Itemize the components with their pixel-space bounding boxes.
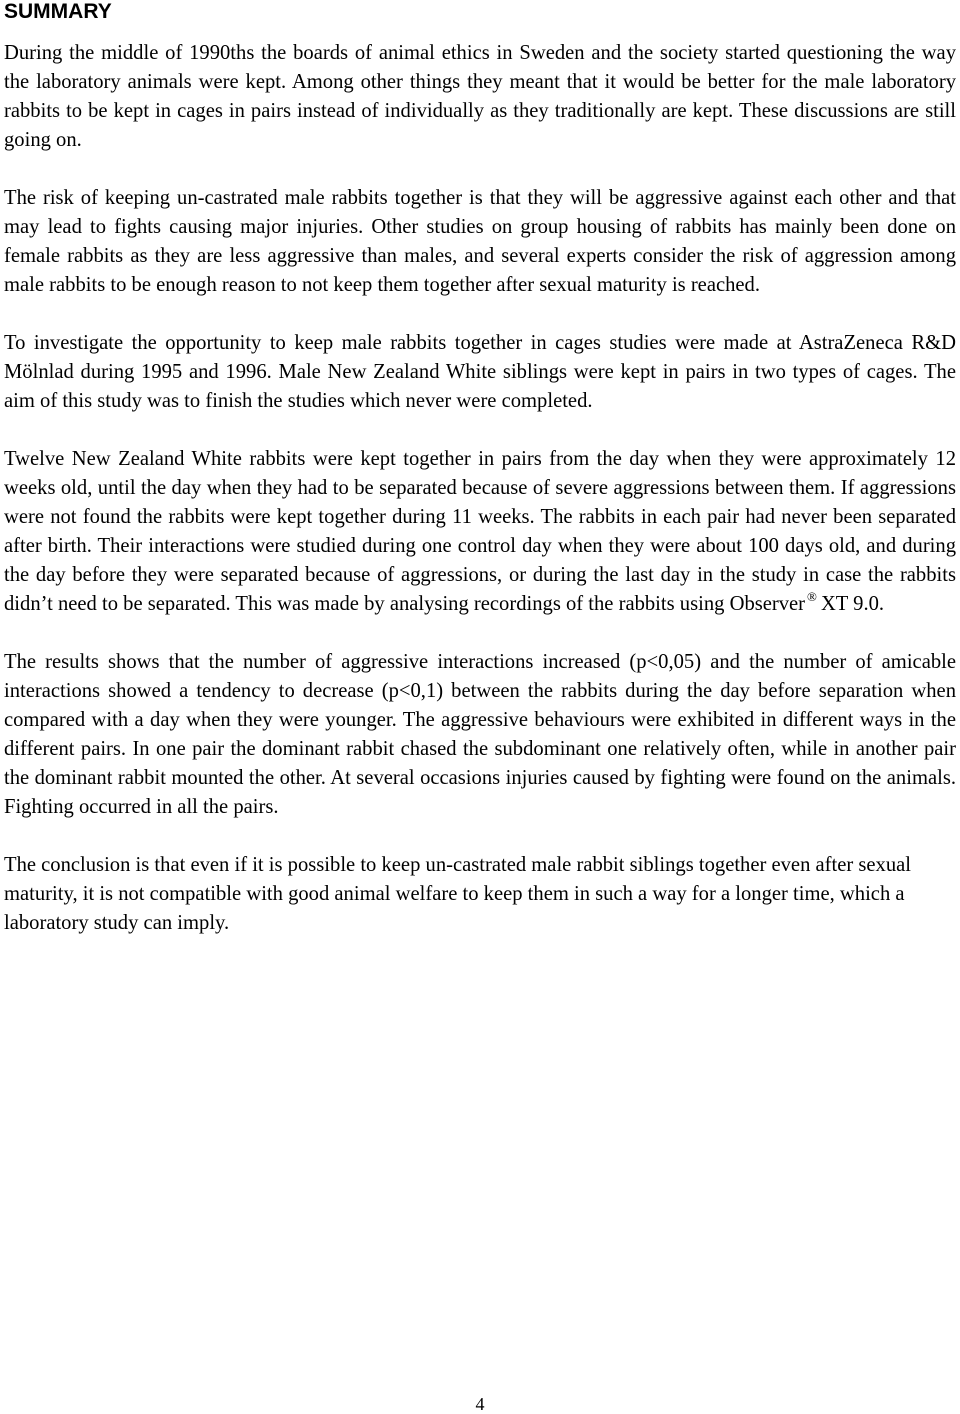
paragraph-2: The risk of keeping un-castrated male rabbits together is that they will be aggressive against each other and that may lead to fights causing major injuries. Other studies on group housing of rabbits has mainly been done on female rabbits as they are less aggressive than males, and several experts consider the risk of aggression among male rabbits to be enough reason to not keep them together after sexual maturity is reached. [4, 187, 956, 296]
page-number: 4 [475, 1394, 485, 1414]
section-heading: SUMMARY [4, 0, 112, 23]
paragraph-1: During the middle of 1990ths the boards of animal ethics in Sweden and the society started questioning the way the laboratory animals were kept. Among other things they meant that it would be better for the male laboratory rabbits to be kept in cages in pairs instead of individually as they traditionally are kept. These discussions are still going on. [4, 42, 956, 151]
paragraph-5: The results shows that the number of aggressive interactions increased (p<0,05) and the number of amicable interactions showed a tendency to decrease (p<0,1) between the rabbits during the day before separation when compared with a day when they were younger. The aggressive behaviours were exhibited in different ways in the different pairs. In one pair the dominant rabbit chased the subdominant one relatively often, while in another pair the dominant rabbit mounted the other. At several occasions injuries caused by fighting were found on the animals. Fighting occurred in all the pairs. [4, 651, 956, 818]
paragraph-6: The conclusion is that even if it is possible to keep un-castrated male rabbit siblings together even after sexual maturity, it is not compatible with good animal welfare to keep them in such a way for a longer time, which a laboratory study can imply. [4, 854, 911, 934]
paragraph-3: To investigate the opportunity to keep male rabbits together in cages studies were made at AstraZeneca R&D Mölnlad during 1995 and 1996. Male New Zealand White siblings were kept in pairs in two types of cages. The aim of this study was to finish the studies which never were completed. [4, 332, 956, 412]
paragraph-4-text: Twelve New Zealand White rabbits were kept together in pairs from the day when they were approximately 12 weeks old, until the day when they had to be separated because of severe aggressions between them. If aggressions were not found the rabbits were kept together during 11 weeks. The rabbits in each pair had never been separated after birth. Their interactions were studied during one control day when they were about 100 days old, and during the day before they were separated because of aggressions, or during the last day in the study in case the rabbits didn’t need to be separated. This was made by analysing recordings of the rabbits using Observer [4, 448, 956, 615]
paragraph-4 [4, 445, 956, 619]
paragraph-4-tail: XT 9.0. [820, 593, 885, 615]
registered-mark: ® [807, 589, 817, 604]
summary-body [4, 39, 956, 967]
